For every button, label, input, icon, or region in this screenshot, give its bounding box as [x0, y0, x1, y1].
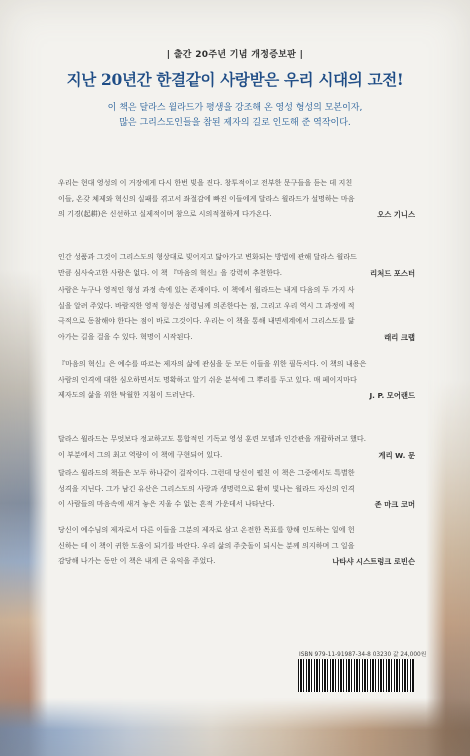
intro-text	[40, 101, 430, 131]
endorsement-line	[58, 282, 415, 298]
endorsement-text: 감당해 나가는 동안 이 책은 내게 큰 유익을 주었다.	[58, 556, 216, 565]
endorsement-line	[58, 175, 415, 191]
endorsement-line	[58, 265, 415, 281]
endorsement-text: 이 사람들의 마음속에 새겨 놓은 지울 수 없는 흔적 가운데서 나타난다.	[58, 499, 275, 508]
endorsement-text: 만큼 심사숙고한 사람은 없다. 이 책 『마음의 혁신』을 강력히 추천한다.	[58, 267, 283, 277]
endorsement-line	[58, 431, 415, 447]
endorsement	[58, 522, 415, 569]
edition-banner: | 출간 20주년 기념 개정증보판 |	[166, 50, 304, 60]
endorsement-text: 달라스 윌라드는 무엇보다 정교하고도 통합적인 기독교 영성 훈련 모델과 인간관을 개괄하려고 했다.	[58, 434, 367, 443]
endorsement-text: 당신이 예수님의 제자로서 다른 이들을 그분의 제자로 삼고 온전한 목표를 향해 인도하는 일에 헌	[58, 525, 355, 534]
painting-bottom-edge	[0, 698, 470, 756]
endorsement-text: 극적으로 동참해야 한다는 점이 바로 그것이다. 우리는 이 책을 통해 내면세계에서 그리스도를 닮	[58, 316, 355, 325]
endorser-name: 리처드 포스터	[370, 268, 415, 278]
endorsement-line	[58, 249, 415, 265]
endorsement-text: 인간 성품과 그것이 그리스도의 형상대로 빚어지고 닮아가고 변화되는 방법에 관해 달라스 윌라드	[58, 252, 357, 261]
endorsement-text: 실을 알려 주었다. 바람직한 영적 형성은 성령님께 의존한다는 점, 그리고 우리 역시 그 과정에 적	[58, 300, 355, 310]
endorsement-text: 제자도의 삶을 위한 탁월한 지침이 드러난다.	[58, 390, 195, 399]
endorsement	[58, 282, 415, 344]
endorsement-line	[58, 481, 415, 497]
endorsement-line	[58, 191, 415, 207]
endorsement-text: 의 기경(起耕)은 신선하고 실제적이며 참으로 시의적절하게 다가온다.	[58, 209, 272, 218]
endorsement-line	[58, 387, 415, 403]
intro-line: 이 책은 달라스 윌라드가 평생을 강조해 온 영성 형성의 모본이자,	[107, 103, 363, 113]
endorser-name: J. P. 모어랜드	[369, 391, 415, 400]
endorsement-text: 성격을 지닌다. 그가 남긴 유산은 그리스도의 사랑과 생명력으로 환히 빛나는 윌라드 자신의 인격	[58, 483, 355, 493]
endorsement-line	[58, 447, 415, 463]
endorsement	[58, 465, 415, 512]
endorsement-text: 『마음의 혁신』은 예수를 따르는 제자의 삶에 관심을 둔 모든 이들을 위한 필독서다. 이 책의 내용은	[58, 359, 367, 368]
endorsement	[58, 249, 415, 280]
endorser-name: 게리 W. 문	[378, 450, 415, 460]
endorsement-line	[58, 538, 415, 554]
endorsement-line	[58, 465, 415, 481]
endorsement-line	[58, 329, 415, 345]
painting-left-edge	[0, 270, 48, 756]
endorsement-text: 우리는 현대 영성의 이 거장에게 다시 한번 빚을 진다. 창투적이고 전부한 문구들을 듣는 데 지친	[58, 178, 353, 187]
endorser-name: 존 마크 코머	[374, 500, 415, 509]
endorsement	[58, 175, 415, 222]
endorsement-text: 달라스 윌라드의 책들은 모두 하나같이 걸작이다. 그런데 당신이 펼친 이 책은 그중에서도 특별한	[58, 468, 355, 477]
barcode	[298, 659, 414, 692]
endorsement-line	[58, 496, 415, 512]
endorsement-line	[58, 313, 415, 329]
intro-line: 많은 그리스도인들을 참된 제자의 길로 인도해 준 역작이다.	[119, 118, 351, 128]
endorsement-line	[58, 298, 415, 314]
endorser-name: 나타샤 시스트렁크 로빈슨	[332, 557, 415, 566]
isbn-price: ISBN 979-11-91987-34-8 03230 값 24,000원	[299, 652, 427, 658]
headline: 지난 20년간 한결같이 사랑받은 우리 시대의 고전!	[66, 70, 404, 89]
endorsement-text: 신하는 데 이 책이 귀한 도움이 되기를 바란다. 우리 삶의 주춧돌이 되시는 분께 의지하며 그 일을	[58, 540, 355, 550]
endorsement-text: 사람은 누구나 영적인 형성 과정 속에 있는 존재이다. 이 책에서 윌라드는 내게 다음의 두 가지 사	[58, 285, 355, 294]
endorsement-text: 아가는 길을 걸을 수 있다. 혁명이 시작된다.	[58, 331, 193, 341]
barcode-digit-strip	[298, 693, 414, 698]
endorsement-line	[58, 206, 415, 222]
endorsement	[58, 431, 415, 462]
endorsement-text: 이 부분에서 그의 최고 역량이 이 책에 구현되어 있다.	[58, 449, 223, 459]
endorsement-line	[58, 372, 415, 388]
endorsement	[58, 356, 415, 403]
endorsement-text: 이들, 온갖 체제와 혁신의 실패를 겪고서 좌절감에 빠진 이들에게 달라스 윌라드가 설명하는 마음	[58, 193, 355, 203]
endorser-name: 오스 기니스	[377, 210, 415, 219]
endorsement-line	[58, 522, 415, 538]
endorsement-text: 사람의 인격에 대한 심오하면서도 명확하고 알기 쉬운 분석에 그 뿌리를 두고 있다. 매 페이지마다	[58, 374, 357, 384]
endorser-name: 래리 크랩	[384, 332, 415, 342]
endorsement-line	[58, 356, 415, 372]
